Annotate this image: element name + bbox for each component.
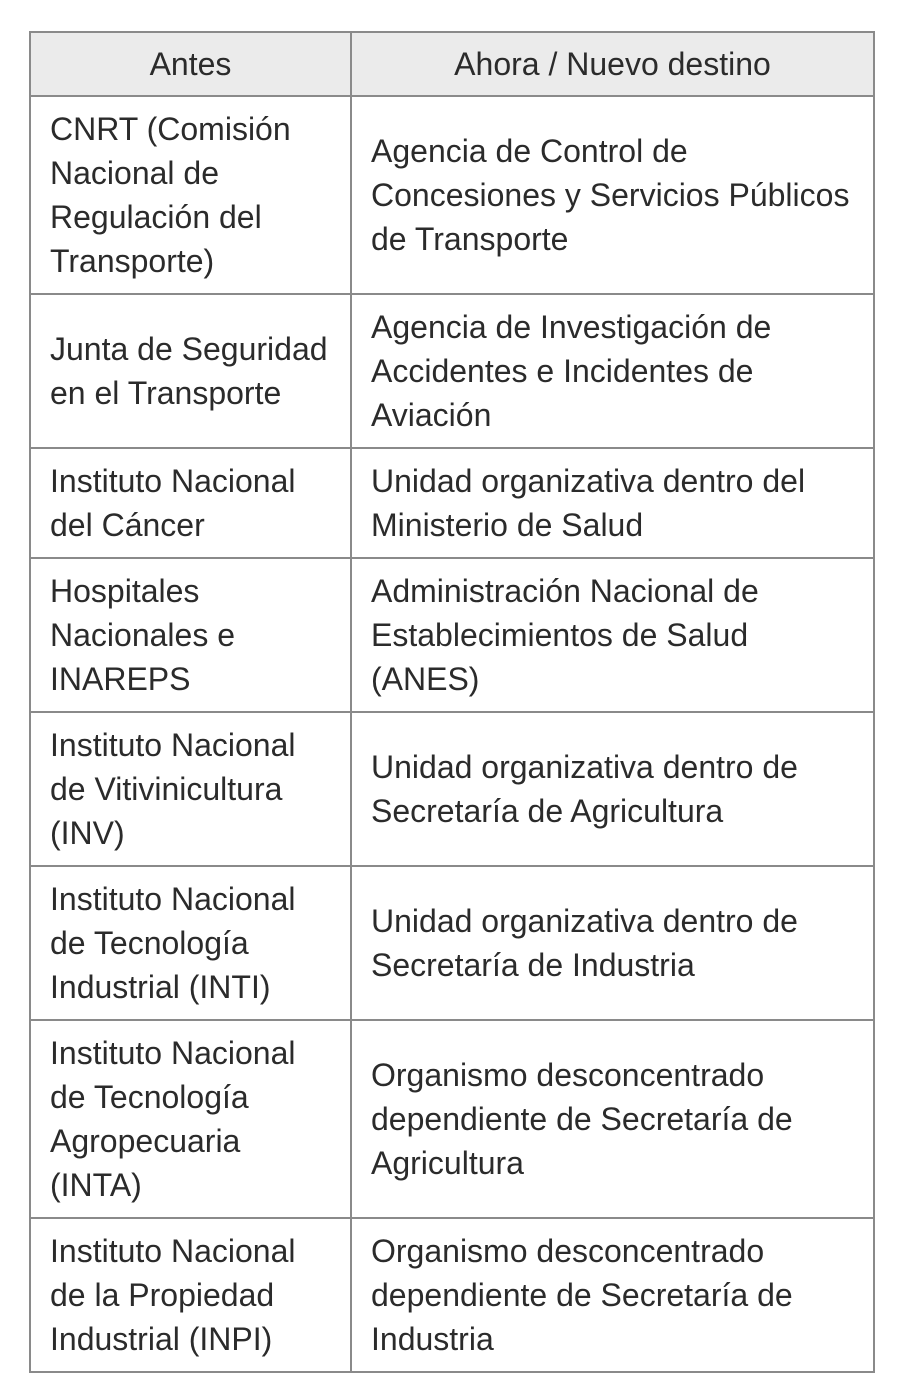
cell-antes: CNRT (Comisión Nacional de Regulación del Transporte) [30,96,351,294]
table-header-row [30,32,874,96]
cell-ahora: Organismo desconcentrado dependiente de Secretaría de Industria [351,1218,874,1372]
table-row [30,96,874,294]
table-row [30,558,874,712]
header-ahora: Ahora / Nuevo destino [351,32,874,96]
cell-ahora: Unidad organizativa dentro de Secretaría de Industria [351,866,874,1020]
cell-antes: Instituto Nacional de Tecnología Industrial (INTI) [30,866,351,1020]
header-antes: Antes [30,32,351,96]
cell-antes: Instituto Nacional del Cáncer [30,448,351,558]
table-row [30,448,874,558]
table-row [30,1020,874,1218]
cell-antes: Instituto Nacional de Vitivinicultura (INV) [30,712,351,866]
cell-antes: Junta de Seguridad en el Transporte [30,294,351,448]
cell-antes: Instituto Nacional de Tecnología Agropecuaria (INTA) [30,1020,351,1218]
table-row [30,1218,874,1372]
table-row [30,866,874,1020]
cell-ahora: Unidad organizativa dentro del Ministerio de Salud [351,448,874,558]
organismos-table-container [29,31,873,1373]
cell-ahora: Agencia de Investigación de Accidentes e Incidentes de Aviación [351,294,874,448]
cell-antes: Hospitales Nacionales e INAREPS [30,558,351,712]
cell-ahora: Organismo desconcentrado dependiente de Secretaría de Agricultura [351,1020,874,1218]
organismos-table [29,31,875,1373]
table-row [30,294,874,448]
cell-ahora: Administración Nacional de Establecimientos de Salud (ANES) [351,558,874,712]
cell-ahora: Unidad organizativa dentro de Secretaría de Agricultura [351,712,874,866]
cell-ahora: Agencia de Control de Concesiones y Servicios Públicos de Transporte [351,96,874,294]
table-row [30,712,874,866]
cell-antes: Instituto Nacional de la Propiedad Industrial (INPI) [30,1218,351,1372]
